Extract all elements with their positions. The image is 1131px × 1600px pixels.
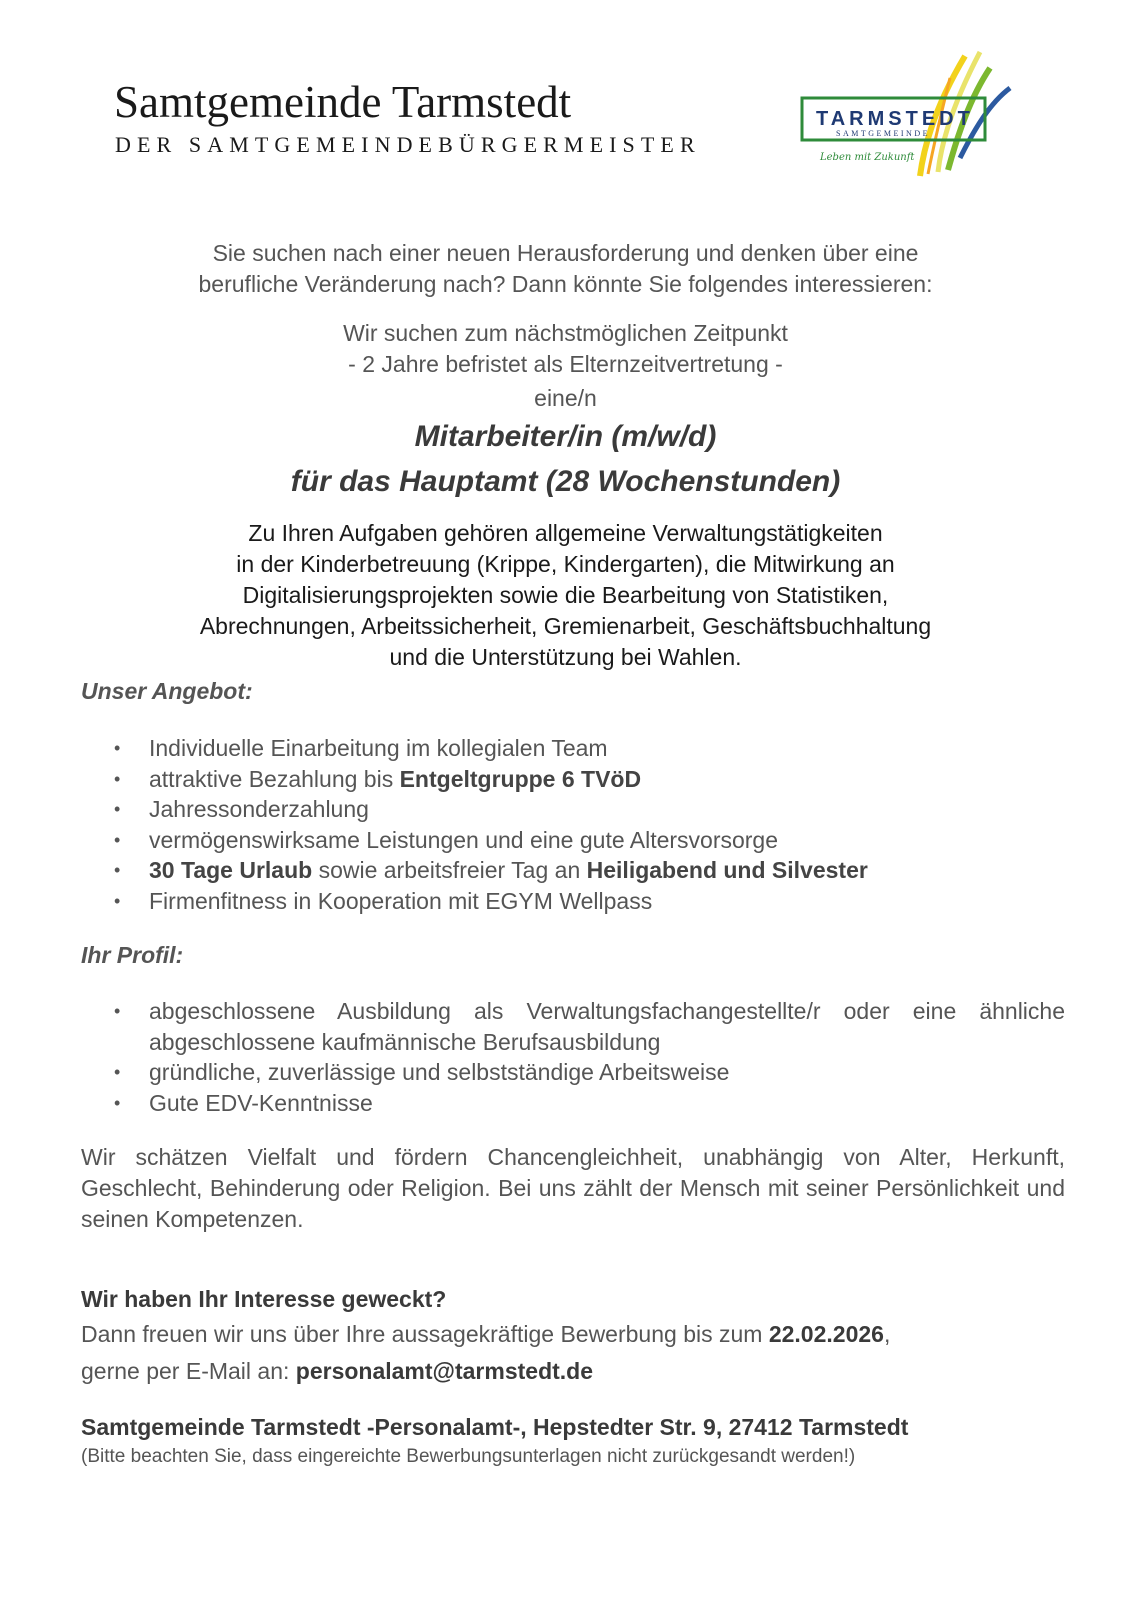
offer-item-5-bold-1: 30 Tage Urlaub <box>149 857 313 883</box>
list-item <box>81 825 1065 856</box>
profile-item-3: Gute EDV-Kenntnisse <box>149 1089 373 1116</box>
footer-address: Samtgemeinde Tarmstedt -Personalamt-, Hepstedter Str. 9, 27412 Tarmstedt <box>81 1414 909 1440</box>
job-title-1: Mitarbeiter/in (m/w/d) <box>414 420 717 453</box>
search-text <box>100 318 1031 380</box>
interest-line-1-pre: Dann freuen wir uns über Ihre aussagekräftige Bewerbung bis zum <box>81 1321 769 1347</box>
tasks-line-1: Zu Ihren Aufgaben gehören allgemeine Verwaltungstätigkeiten <box>248 520 883 546</box>
offer-list <box>81 733 1065 916</box>
logo-sub: SAMTGEMEINDE <box>836 129 930 138</box>
list-item <box>81 855 1065 886</box>
profile-heading: Ihr Profil: <box>81 942 184 968</box>
email-link[interactable]: personalamt@tarmstedt.de <box>295 1358 594 1384</box>
org-subtitle: DER SAMTGEMEINDEBÜRGERMEISTER <box>115 132 701 157</box>
offer-item-5-bold-2: Heiligabend und Silvester <box>586 857 868 883</box>
offer-item-5-mid: sowie arbeitsfreier Tag an <box>312 857 587 883</box>
interest-line-1 <box>81 1321 890 1348</box>
list-item <box>81 764 1065 795</box>
offer-heading: Unser Angebot: <box>81 678 253 704</box>
intro-line-1: Sie suchen nach einer neuen Herausforderung und denken über eine <box>212 240 919 266</box>
offer-item-1: Individuelle Einarbeitung im kollegialen Team <box>149 735 608 761</box>
profile-item-1: abgeschlossene Ausbildung als Verwaltungsfachangestellte/r oder eine ähnliche abgeschlossene kaufmännische Berufsausbildung <box>149 998 1065 1055</box>
offer-item-3: Jahressonderzahlung <box>149 796 369 822</box>
list-item <box>81 1088 1065 1119</box>
list-item <box>81 733 1065 764</box>
interest-heading: Wir haben Ihr Interesse geweckt? <box>81 1286 447 1312</box>
tasks-text <box>110 518 1021 673</box>
diversity-text: Wir schätzen Vielfalt und fördern Chancengleichheit, unabhängig von Alter, Herkunft, Geschlecht, Behinderung oder Religion. Bei uns zählt der Mensch mit seiner Persönlichkeit und seinen Kompetenzen. <box>81 1144 1065 1232</box>
interest-line-2 <box>81 1358 593 1385</box>
search-line-2: - 2 Jahre befristet als Elternzeitvertretung - <box>348 351 783 377</box>
intro-text <box>100 238 1031 300</box>
list-item <box>81 1057 1065 1088</box>
tasks-line-3: Digitalisierungsprojekten sowie die Bearbeitung von Statistiken, <box>242 582 889 608</box>
offer-item-4: vermögenswirksame Leistungen und eine gute Altersvorsorge <box>149 826 779 853</box>
logo-name: TARMSTEDT <box>816 108 974 130</box>
tarmstedt-logo <box>800 48 1030 188</box>
deadline-date: 22.02.2026 <box>768 1321 884 1347</box>
intro-line-2: berufliche Veränderung nach? Dann könnte Sie folgendes interessieren: <box>198 271 933 297</box>
footer-note: (Bitte beachten Sie, dass eingereichte Bewerbungsunterlagen nicht zurückgesandt werden!) <box>81 1446 856 1467</box>
offer-item-6: Firmenfitness in Kooperation mit EGYM Wellpass <box>149 887 653 914</box>
logo-slogan: Leben mit Zukunft <box>820 152 915 163</box>
interest-line-2-pre: gerne per E-Mail an: <box>81 1358 296 1384</box>
tasks-line-2: in der Kinderbetreuung (Krippe, Kindergarten), die Mitwirkung an <box>236 551 895 577</box>
search-line-1: Wir suchen zum nächstmöglichen Zeitpunkt <box>343 320 788 346</box>
profile-item-2: gründliche, zuverlässige und selbstständige Arbeitsweise <box>149 1059 730 1085</box>
org-title: Samtgemeinde Tarmstedt <box>114 77 572 127</box>
list-item <box>81 996 1065 1057</box>
profile-list <box>81 996 1065 1118</box>
list-item <box>81 794 1065 825</box>
list-item <box>81 886 1065 917</box>
tasks-line-4: Abrechnungen, Arbeitssicherheit, Gremienarbeit, Geschäftsbuchhaltung <box>199 613 932 639</box>
interest-line-1-post: , <box>883 1321 891 1347</box>
offer-item-2-pre: attraktive Bezahlung bis <box>149 765 400 792</box>
search-line-3: eine/n <box>534 385 597 411</box>
offer-item-2-bold: Entgeltgruppe 6 TVöD <box>399 765 642 792</box>
job-title-2: für das Hauptamt (28 Wochenstunden) <box>290 465 841 498</box>
tasks-line-5: und die Unterstützung bei Wahlen. <box>389 644 742 670</box>
